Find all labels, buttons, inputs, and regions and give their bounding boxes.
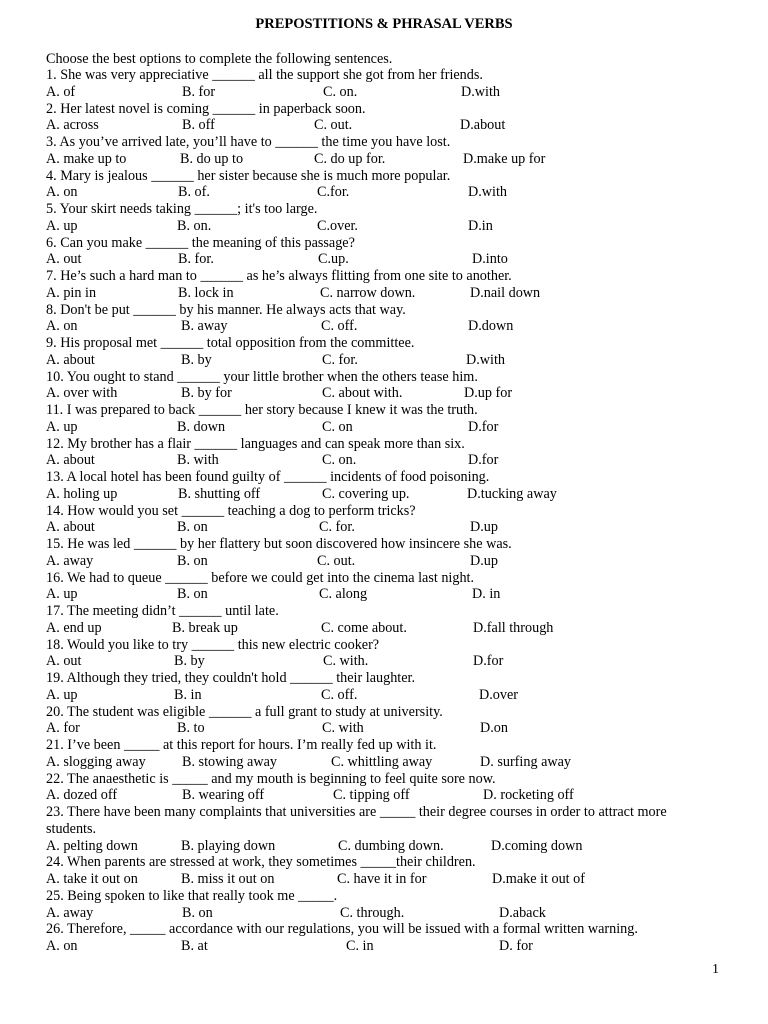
answer-option-c: C. whittling away — [331, 753, 433, 770]
answer-option-b: B. in — [174, 686, 202, 703]
question-text: 11. I was prepared to back ______ her story because I knew it was the truth. — [46, 402, 478, 418]
question-text: 12. My brother has a flair ______ languages and can speak more than six. — [46, 435, 465, 452]
answer-option-a: A. on — [46, 184, 78, 201]
answer-option-a: A. up — [46, 586, 78, 603]
answer-option-b: B. off — [182, 117, 215, 134]
answer-option-c: C. for. — [319, 519, 355, 536]
answer-option-b: B. on — [182, 904, 213, 921]
instructions: Choose the best options to complete the following sentences. — [46, 51, 393, 67]
answer-options — [46, 787, 706, 804]
question-item — [46, 168, 706, 202]
answer-option-b: B. break up — [172, 619, 238, 636]
answer-option-b: B. by for — [181, 385, 232, 402]
answer-option-c: C. covering up. — [322, 485, 410, 502]
question-text: 2. Her latest novel is coming ______ in paperback soon. — [46, 100, 366, 117]
question-text: 23. There have been many complaints that universities are _____ their degree courses in order to attract more students. — [46, 804, 667, 837]
answer-options — [46, 905, 706, 922]
answer-options — [46, 720, 706, 737]
question-text: 16. We had to queue ______ before we could get into the cinema last night. — [46, 569, 475, 586]
answer-option-c: C. in — [346, 938, 374, 954]
answer-option-c: C. come about. — [321, 619, 407, 636]
answer-options — [46, 553, 706, 570]
answer-option-b: B. by — [181, 351, 212, 368]
answer-option-d: D. rocketing off — [483, 787, 574, 804]
answer-option-d: D.in — [468, 217, 493, 234]
answer-option-d: D.for — [468, 418, 499, 435]
question-item — [46, 771, 706, 805]
page-title: PREPOSTITIONS & PHRASAL VERBS — [255, 16, 513, 32]
answer-options — [46, 754, 706, 771]
question-item — [46, 402, 706, 436]
answer-options — [46, 385, 706, 402]
answer-option-c: C. on. — [323, 83, 358, 100]
question-item — [46, 268, 706, 302]
question-item — [46, 469, 706, 503]
question-item — [46, 570, 706, 604]
answer-option-a: A. make up to — [46, 150, 127, 167]
answer-option-a: A. about — [46, 351, 95, 368]
answer-option-d: D.coming down — [491, 837, 583, 854]
question-text: 17. The meeting didn’t ______ until late. — [46, 603, 279, 619]
answer-option-b: B. to — [177, 720, 205, 737]
question-item — [46, 503, 706, 537]
answer-option-c: C. through. — [340, 904, 405, 921]
question-text: 1. She was very appreciative ______ all the support she got from her friends. — [46, 67, 483, 83]
question-item — [46, 335, 706, 369]
answer-option-b: B. miss it out on — [181, 871, 275, 887]
page-number: 1 — [712, 962, 719, 977]
answer-option-d: D.make up for — [463, 150, 546, 167]
question-item — [46, 804, 706, 854]
question-item — [46, 854, 706, 888]
answer-option-a: A. on — [46, 318, 78, 335]
answer-option-b: B. on — [177, 552, 208, 569]
answer-option-c: C. with. — [323, 653, 369, 670]
answer-option-a: A. slogging away — [46, 753, 146, 770]
answer-option-a: A. end up — [46, 619, 102, 636]
answer-option-b: B. for. — [178, 251, 214, 268]
answer-option-d: D.with — [461, 83, 501, 100]
answer-options — [46, 687, 706, 704]
answer-option-d: D.over — [479, 686, 519, 703]
answer-option-d: D.down — [468, 318, 514, 335]
answer-option-c: C. tipping off — [333, 787, 410, 804]
answer-option-d: D.with — [468, 184, 508, 201]
answer-option-c: C. on. — [322, 452, 357, 469]
answer-option-c: C. for. — [322, 351, 358, 368]
answer-option-d: D.tucking away — [467, 485, 557, 502]
question-text: 6. Can you make ______ the meaning of this passage? — [46, 234, 355, 251]
answer-option-c: C. do up for. — [314, 150, 386, 167]
answer-option-c: C.up. — [318, 251, 349, 268]
answer-options — [46, 352, 706, 369]
question-item — [46, 888, 706, 922]
answer-option-d: D.up — [470, 519, 498, 536]
question-text: 15. He was led ______ by her flattery but soon discovered how insincere she was. — [46, 536, 512, 552]
question-list — [46, 67, 706, 955]
answer-option-c: C. with — [322, 720, 364, 737]
question-text: 13. A local hotel has been found guilty of ______ incidents of food poisoning. — [46, 469, 490, 485]
answer-option-a: A. about — [46, 452, 95, 469]
answer-options — [46, 620, 706, 637]
answer-options — [46, 871, 706, 888]
answer-option-a: A. pelting down — [46, 837, 138, 854]
question-item — [46, 603, 706, 637]
answer-options — [46, 586, 706, 603]
answer-option-a: A. away — [46, 904, 94, 921]
answer-option-c: C. off. — [321, 318, 358, 335]
question-item — [46, 302, 706, 336]
answer-option-b: B. for — [182, 83, 216, 100]
answer-option-a: A. dozed off — [46, 787, 118, 804]
answer-option-d: D. in — [472, 586, 501, 603]
answer-options — [46, 84, 706, 101]
answer-option-a: A. away — [46, 552, 94, 569]
answer-option-d: D. surfing away — [480, 753, 572, 770]
answer-option-a: A. about — [46, 519, 95, 536]
question-item — [46, 737, 706, 771]
answer-option-c: C. have it in for — [337, 871, 427, 887]
question-text: 25. Being spoken to like that really took me _____. — [46, 887, 338, 904]
answer-option-d: D.with — [466, 351, 506, 368]
answer-option-b: B. on — [177, 519, 208, 536]
question-item — [46, 101, 706, 135]
answer-option-b: B. do up to — [180, 150, 244, 167]
answer-option-d: D.up for — [464, 385, 513, 402]
question-text: 21. I’ve been _____ at this report for hours. I’m really fed up with it. — [46, 737, 437, 753]
question-item — [46, 704, 706, 738]
question-text: 9. His proposal met ______ total opposition from the committee. — [46, 335, 415, 351]
answer-option-a: A. across — [46, 117, 99, 134]
answer-option-c: C. dumbing down. — [338, 837, 444, 854]
answer-options — [46, 151, 706, 168]
answer-option-a: A. over with — [46, 385, 118, 402]
question-item — [46, 670, 706, 704]
answer-option-a: A. up — [46, 217, 78, 234]
answer-options — [46, 285, 706, 302]
answer-option-d: D. for — [499, 938, 533, 954]
question-item — [46, 201, 706, 235]
question-text: 22. The anaesthetic is _____ and my mouth is beginning to feel quite sore now. — [46, 770, 496, 787]
answer-option-c: C. on — [322, 418, 353, 435]
question-item — [46, 536, 706, 570]
answer-option-a: A. up — [46, 418, 78, 435]
question-item — [46, 921, 706, 955]
question-item — [46, 67, 706, 101]
answer-option-d: D.on — [480, 720, 508, 737]
question-item — [46, 637, 706, 671]
question-item — [46, 235, 706, 269]
answer-option-b: B. at — [181, 938, 208, 954]
answer-option-c: C. out. — [317, 552, 356, 569]
question-text: 18. Would you like to try ______ this new electric cooker? — [46, 636, 380, 653]
answer-option-b: B. on — [177, 586, 208, 603]
answer-options — [46, 419, 706, 436]
answer-option-b: B. away — [181, 318, 228, 335]
answer-option-c: C. out. — [314, 117, 353, 134]
answer-option-c: C. along — [319, 586, 368, 603]
answer-option-b: B. with — [177, 452, 219, 469]
answer-option-a: A. for — [46, 720, 80, 737]
answer-option-d: D.aback — [499, 904, 546, 921]
answer-option-b: B. by — [174, 653, 205, 670]
answer-options — [46, 452, 706, 469]
answer-option-b: B. of. — [178, 184, 210, 201]
answer-options — [46, 251, 706, 268]
answer-options — [46, 486, 706, 503]
answer-options — [46, 519, 706, 536]
question-text: 7. He’s such a hard man to ______ as he’s always flitting from one site to another. — [46, 268, 512, 284]
answer-option-d: D.fall through — [473, 619, 554, 636]
answer-option-a: A. of — [46, 83, 76, 100]
question-text: 26. Therefore, _____ accordance with our regulations, you will be issued with a formal written warning. — [46, 921, 638, 938]
answer-option-c: C.over. — [317, 217, 358, 234]
question-text: 8. Don't be put ______ by his manner. He always acts that way. — [46, 301, 406, 318]
answer-option-b: B. stowing away — [182, 753, 277, 770]
answer-option-b: B. on. — [177, 217, 212, 234]
answer-option-a: A. holing up — [46, 485, 118, 502]
answer-option-b: B. lock in — [178, 284, 234, 301]
answer-options — [46, 653, 706, 670]
question-text: 14. How would you set ______ teaching a dog to perform tricks? — [46, 502, 416, 519]
question-text: 24. When parents are stressed at work, they sometimes _____their children. — [46, 854, 476, 871]
answer-option-d: D.for — [468, 452, 499, 469]
answer-option-d: D.nail down — [470, 284, 541, 301]
question-item — [46, 369, 706, 403]
answer-option-d: D.make it out of — [492, 871, 585, 887]
answer-option-c: C. off. — [321, 686, 358, 703]
answer-option-a: A. pin in — [46, 284, 97, 301]
answer-option-a: A. up — [46, 686, 78, 703]
answer-option-b: B. playing down — [181, 837, 276, 854]
answer-option-b: B. shutting off — [178, 485, 261, 502]
answer-option-c: C. narrow down. — [320, 284, 416, 301]
question-item — [46, 436, 706, 470]
answer-option-d: D.up — [470, 552, 498, 569]
answer-options — [46, 318, 706, 335]
answer-option-a: A. out — [46, 251, 82, 268]
question-text: 20. The student was eligible ______ a full grant to study at university. — [46, 703, 443, 720]
answer-option-d: D.about — [460, 117, 506, 134]
answer-option-a: A. out — [46, 653, 82, 670]
answer-option-a: A. take it out on — [46, 871, 138, 887]
question-text: 4. Mary is jealous ______ her sister because she is much more popular. — [46, 167, 451, 184]
answer-option-a: A. on — [46, 938, 78, 954]
answer-option-b: B. down — [177, 418, 226, 435]
answer-option-c: C.for. — [317, 184, 350, 201]
answer-options — [46, 838, 706, 855]
question-text: 3. As you’ve arrived late, you’ll have to ______ the time you have lost. — [46, 134, 451, 150]
question-text: 10. You ought to stand ______ your little brother when the others tease him. — [46, 368, 478, 385]
answer-option-c: C. about with. — [322, 385, 403, 402]
question-text: 5. Your skirt needs taking ______; it's too large. — [46, 201, 318, 217]
answer-options — [46, 184, 706, 201]
answer-option-b: B. wearing off — [182, 787, 265, 804]
question-text: 19. Although they tried, they couldn't hold ______ their laughter. — [46, 670, 416, 686]
answer-option-d: D.for — [473, 653, 504, 670]
question-item — [46, 134, 706, 168]
answer-option-d: D.into — [472, 251, 508, 268]
answer-options — [46, 117, 706, 134]
answer-options — [46, 218, 706, 235]
answer-options — [46, 938, 706, 955]
